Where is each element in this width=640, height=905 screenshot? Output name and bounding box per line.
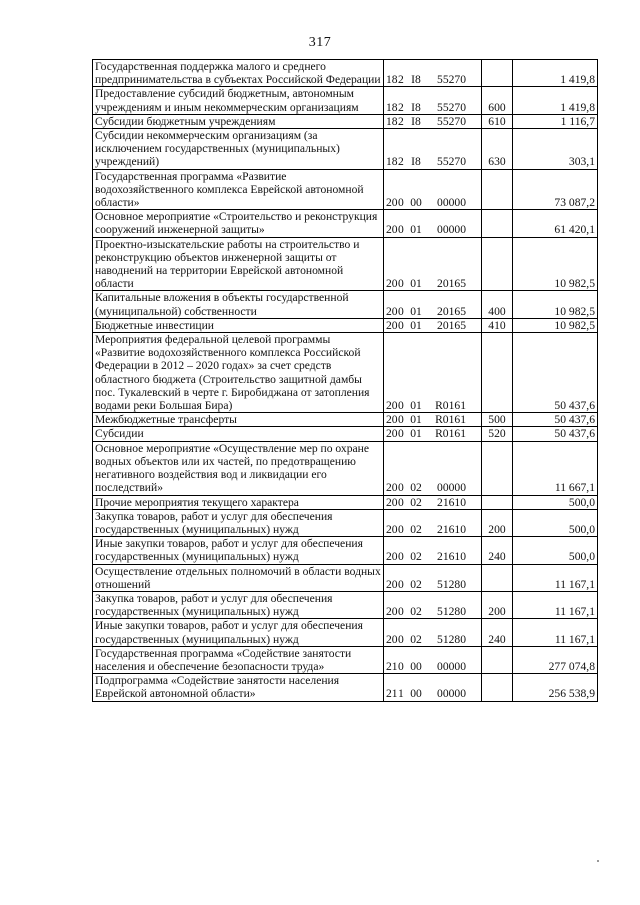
code-measure: 01 (410, 223, 422, 237)
code-measure: 01 (410, 413, 422, 427)
code-subprogram: 2 (398, 155, 404, 169)
table-row (93, 210, 598, 237)
code-direction: R0161 (435, 399, 466, 413)
table-row (93, 619, 598, 646)
row-amount: 10 982,5 (513, 291, 598, 318)
row-expense-type (482, 237, 513, 291)
code-program: 20 (386, 318, 398, 332)
row-expense-type (482, 564, 513, 591)
code-measure: 02 (410, 605, 422, 619)
code-measure: 00 (410, 659, 422, 673)
row-amount: 10 982,5 (513, 237, 598, 291)
row-name: Капитальные вложения в объекты государственной (муниципальной) собственности (93, 291, 384, 318)
row-amount: 50 437,6 (513, 333, 598, 413)
row-amount: 61 420,1 (513, 210, 598, 237)
row-code (384, 495, 482, 509)
code-direction: 21610 (437, 495, 466, 509)
code-measure: 01 (410, 304, 422, 318)
code-direction: 21610 (437, 550, 466, 564)
row-name: Государственная программа «Развитие водохозяйственного комплекса Еврейской автономной области» (93, 169, 384, 210)
code-measure: I8 (411, 114, 421, 128)
row-amount: 277 074,8 (513, 646, 598, 673)
code-subprogram: 0 (398, 495, 404, 509)
table-row (93, 537, 598, 564)
code-direction: 00000 (437, 659, 466, 673)
code-subprogram: 0 (398, 605, 404, 619)
table-row (93, 129, 598, 170)
code-measure: 02 (410, 481, 422, 495)
code-measure: 01 (410, 399, 422, 413)
code-program: 20 (386, 481, 398, 495)
row-amount: 1 116,7 (513, 114, 598, 128)
code-direction: 55270 (437, 114, 466, 128)
code-program: 20 (386, 223, 398, 237)
code-measure: 02 (410, 577, 422, 591)
code-subprogram: 2 (398, 73, 404, 87)
code-program: 20 (386, 577, 398, 591)
row-amount: 500,0 (513, 509, 598, 536)
code-program: 21 (386, 687, 398, 701)
row-code (384, 129, 482, 170)
row-code (384, 646, 482, 673)
table-row (93, 591, 598, 618)
table-row (93, 60, 598, 87)
code-measure: 02 (410, 632, 422, 646)
row-code (384, 591, 482, 618)
table-row (93, 114, 598, 128)
row-expense-type: 500 (482, 413, 513, 427)
code-program: 18 (386, 114, 398, 128)
row-code (384, 674, 482, 701)
row-code (384, 237, 482, 291)
code-direction: 55270 (437, 100, 466, 114)
row-expense-type: 240 (482, 537, 513, 564)
row-expense-type: 610 (482, 114, 513, 128)
row-name: Бюджетные инвестиции (93, 318, 384, 332)
row-code (384, 60, 482, 87)
row-name: Иные закупки товаров, работ и услуг для обеспечения государственных (муниципальных) нужд (93, 537, 384, 564)
code-program: 20 (386, 427, 398, 441)
row-amount: 11 167,1 (513, 564, 598, 591)
code-measure: 00 (410, 687, 422, 701)
code-subprogram: 0 (398, 277, 404, 291)
row-expense-type: 200 (482, 591, 513, 618)
row-expense-type (482, 441, 513, 495)
code-program: 20 (386, 196, 398, 210)
code-subprogram: 0 (398, 481, 404, 495)
row-name: Мероприятия федеральной целевой программы «Развитие водохозяйственного комплекса Российской Федерации в 2012 – 2020 годах» за счет средств областного бюджета (Строительство защитной дамбы пос. Тукалевский в черте г. Биробиджана от затопления водами реки Большая Бира) (93, 333, 384, 413)
table-row (93, 441, 598, 495)
row-expense-type (482, 169, 513, 210)
code-subprogram: 2 (398, 100, 404, 114)
code-direction: R0161 (435, 413, 466, 427)
table-row (93, 674, 598, 701)
row-amount: 256 538,9 (513, 674, 598, 701)
code-measure: 01 (410, 318, 422, 332)
row-expense-type (482, 495, 513, 509)
budget-table (92, 59, 598, 702)
row-expense-type (482, 674, 513, 701)
code-subprogram: 1 (398, 687, 404, 701)
table-row (93, 413, 598, 427)
row-name: Прочие мероприятия текущего характера (93, 495, 384, 509)
row-name: Субсидии бюджетным учреждениям (93, 114, 384, 128)
code-direction: 51280 (437, 632, 466, 646)
row-amount: 500,0 (513, 495, 598, 509)
code-subprogram: 0 (398, 577, 404, 591)
row-expense-type: 520 (482, 427, 513, 441)
row-code (384, 413, 482, 427)
code-direction: 00000 (437, 196, 466, 210)
code-program: 18 (386, 155, 398, 169)
row-expense-type (482, 646, 513, 673)
code-program: 20 (386, 605, 398, 619)
table-row (93, 333, 598, 413)
row-name: Иные закупки товаров, работ и услуг для обеспечения государственных (муниципальных) нужд (93, 619, 384, 646)
code-subprogram: 0 (398, 522, 404, 536)
row-expense-type: 400 (482, 291, 513, 318)
row-amount: 73 087,2 (513, 169, 598, 210)
row-code (384, 114, 482, 128)
row-name: Государственная программа «Содействие занятости населения и обеспечение безопасности труда» (93, 646, 384, 673)
table-row (93, 291, 598, 318)
code-program: 20 (386, 550, 398, 564)
row-expense-type: 240 (482, 619, 513, 646)
code-subprogram: 0 (398, 659, 404, 673)
row-code (384, 509, 482, 536)
code-subprogram: 2 (398, 114, 404, 128)
row-code (384, 427, 482, 441)
table-row (93, 87, 598, 114)
row-code (384, 87, 482, 114)
row-amount: 500,0 (513, 537, 598, 564)
code-program: 20 (386, 277, 398, 291)
code-measure: 02 (410, 522, 422, 536)
row-code (384, 564, 482, 591)
row-amount: 11 667,1 (513, 441, 598, 495)
table-row (93, 646, 598, 673)
row-expense-type: 410 (482, 318, 513, 332)
code-direction: 20165 (437, 318, 466, 332)
code-subprogram: 0 (398, 550, 404, 564)
budget-table-body (93, 60, 598, 702)
row-code (384, 619, 482, 646)
row-code (384, 210, 482, 237)
code-program: 20 (386, 495, 398, 509)
table-row (93, 237, 598, 291)
row-amount: 50 437,6 (513, 427, 598, 441)
code-subprogram: 0 (398, 399, 404, 413)
code-program: 20 (386, 632, 398, 646)
code-direction: 20165 (437, 304, 466, 318)
code-program: 20 (386, 399, 398, 413)
table-row (93, 509, 598, 536)
code-subprogram: 0 (398, 318, 404, 332)
code-direction: 21610 (437, 522, 466, 536)
code-measure: 02 (410, 495, 422, 509)
code-direction: R0161 (435, 427, 466, 441)
code-subprogram: 0 (398, 304, 404, 318)
row-expense-type: 630 (482, 129, 513, 170)
row-amount: 11 167,1 (513, 591, 598, 618)
code-program: 20 (386, 522, 398, 536)
table-row (93, 495, 598, 509)
row-code (384, 318, 482, 332)
row-name: Закупка товаров, работ и услуг для обеспечения государственных (муниципальных) нужд (93, 509, 384, 536)
code-direction: 55270 (437, 73, 466, 87)
code-subprogram: 0 (398, 427, 404, 441)
scan-speck (597, 860, 599, 862)
table-row (93, 169, 598, 210)
code-measure: 02 (410, 550, 422, 564)
row-code (384, 441, 482, 495)
row-amount: 50 437,6 (513, 413, 598, 427)
code-measure: 00 (410, 196, 422, 210)
code-direction: 00000 (437, 687, 466, 701)
row-name: Основное мероприятие «Строительство и реконструкция сооружений инженерной защиты» (93, 210, 384, 237)
row-code (384, 333, 482, 413)
code-direction: 00000 (437, 223, 466, 237)
code-measure: 01 (410, 277, 422, 291)
row-name: Подпрограмма «Содействие занятости населения Еврейской автономной области» (93, 674, 384, 701)
row-code (384, 291, 482, 318)
row-name: Субсидии некоммерческим организациям (за исключением государственных (муниципальных) учреждений) (93, 129, 384, 170)
row-name: Межбюджетные трансферты (93, 413, 384, 427)
code-measure: 01 (410, 427, 422, 441)
code-program: 18 (386, 100, 398, 114)
table-row (93, 564, 598, 591)
code-subprogram: 0 (398, 223, 404, 237)
row-expense-type: 600 (482, 87, 513, 114)
code-measure: I8 (411, 100, 421, 114)
code-subprogram: 0 (398, 196, 404, 210)
code-program: 18 (386, 73, 398, 87)
row-name: Осуществление отдельных полномочий в области водных отношений (93, 564, 384, 591)
code-program: 20 (386, 413, 398, 427)
row-expense-type: 200 (482, 509, 513, 536)
row-name: Закупка товаров, работ и услуг для обеспечения государственных (муниципальных) нужд (93, 591, 384, 618)
code-measure: I8 (411, 73, 421, 87)
table-row (93, 318, 598, 332)
code-direction: 51280 (437, 577, 466, 591)
page-number: 317 (308, 35, 332, 50)
row-name: Субсидии (93, 427, 384, 441)
row-amount: 1 419,8 (513, 87, 598, 114)
row-expense-type (482, 333, 513, 413)
row-name: Государственная поддержка малого и среднего предпринимательства в субъектах Российской Федерации (93, 60, 384, 87)
row-code (384, 169, 482, 210)
code-direction: 55270 (437, 155, 466, 169)
row-name: Основное мероприятие «Осуществление мер по охране водных объектов или их частей, по предотвращению негативного воздействия вод и ликвидации его последствий» (93, 441, 384, 495)
code-measure: I8 (411, 155, 421, 169)
row-amount: 1 419,8 (513, 60, 598, 87)
code-program: 20 (386, 304, 398, 318)
code-program: 21 (386, 659, 398, 673)
code-direction: 20165 (437, 277, 466, 291)
code-subprogram: 0 (398, 413, 404, 427)
row-amount: 10 982,5 (513, 318, 598, 332)
row-amount: 11 167,1 (513, 619, 598, 646)
code-subprogram: 0 (398, 632, 404, 646)
row-amount: 303,1 (513, 129, 598, 170)
row-expense-type (482, 60, 513, 87)
table-row (93, 427, 598, 441)
code-direction: 00000 (437, 481, 466, 495)
row-name: Предоставление субсидий бюджетным, автономным учреждениям и иным некоммерческим организациям (93, 87, 384, 114)
row-code (384, 537, 482, 564)
row-expense-type (482, 210, 513, 237)
row-name: Проектно-изыскательские работы на строительство и реконструкцию объектов инженерной защиты от наводнений на территории Еврейской автономной области (93, 237, 384, 291)
code-direction: 51280 (437, 605, 466, 619)
